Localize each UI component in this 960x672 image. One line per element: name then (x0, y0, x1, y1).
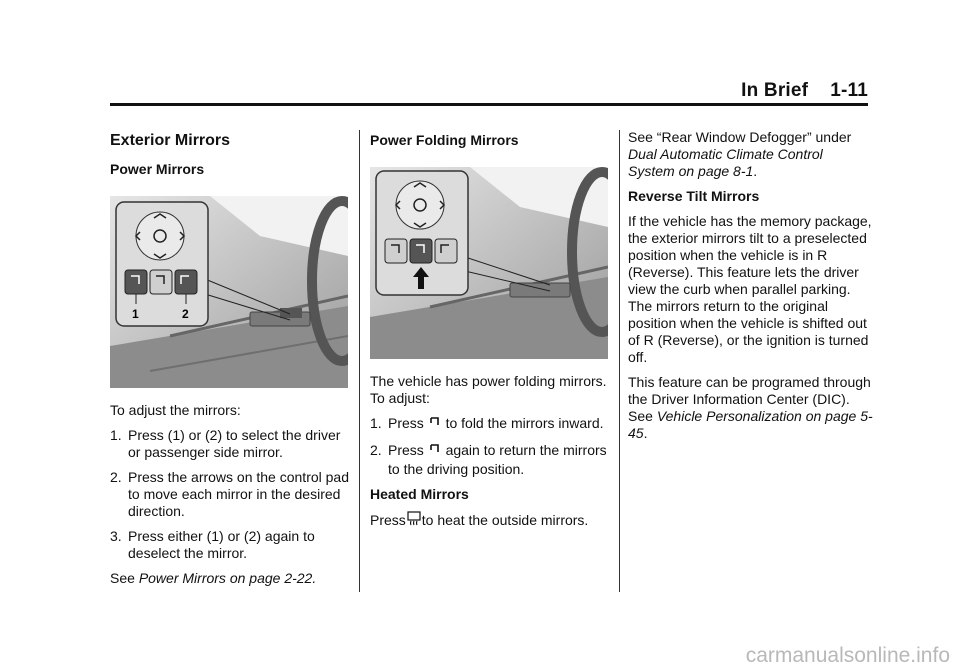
power-mirrors-figure (110, 196, 348, 388)
heading-reverse-tilt-mirrors: Reverse Tilt Mirrors (628, 188, 760, 204)
intro-text: The vehicle has power folding mirrors. To adjust: (370, 373, 607, 406)
step-text: Press (1) or (2) to select the driver or passenger side mirror. (128, 427, 341, 460)
reference-link[interactable]: Power Mirrors on page 2-22. (138, 570, 317, 586)
reference-link[interactable]: Dual Automatic Climate Control System on page 8-1 (628, 146, 823, 179)
reference-link[interactable]: Vehicle Personalization on page 5-45 (628, 408, 873, 441)
step-text: Press the arrows on the control pad to move each mirror in the desired direction. (128, 469, 350, 519)
list-item (110, 528, 350, 562)
watermark: carmanualsonline.info (745, 644, 950, 667)
column-divider (619, 130, 620, 592)
step-text: Press again to return the mirrors to the driving position. (388, 442, 607, 477)
section-title: In Brief (741, 80, 809, 101)
list-item (110, 427, 350, 461)
heading-exterior-mirrors: Exterior Mirrors (110, 132, 231, 149)
heated-text: Press to heat the outside mirrors. (370, 511, 610, 531)
page-number: 1-11 (830, 80, 868, 101)
callout-2: 2 (182, 307, 189, 321)
mirror-fold-icon (429, 443, 441, 461)
step-number: 1. (370, 415, 382, 431)
programming-text: This feature can be programed through the Driver Information Center (DIC). See Vehicle Personalization on page 5-45. (628, 374, 873, 441)
see-defogger-reference: See “Rear Window Defogger” under Dual Automatic Climate Control System on page 8-1. (628, 129, 852, 179)
step-number: 2. (370, 442, 382, 458)
step-text: Press either (1) or (2) again to deselect the mirror. (128, 528, 315, 561)
column-divider (359, 130, 360, 592)
column-3 (628, 126, 873, 450)
heading-power-folding-mirrors: Power Folding Mirrors (370, 132, 519, 148)
step-number: 2. (110, 469, 122, 485)
mirror-fold-icon (429, 416, 441, 434)
step-number: 3. (110, 528, 122, 544)
reverse-tilt-text: If the vehicle has the memory package, the exterior mirrors tilt to a preselected position when the vehicle is in R (Reverse). This feature lets the driver view the curb when parallel parking. The mirrors return to the original position when the vehicle is shifted out of R (Reverse), or the ignition is turned off. (628, 213, 872, 365)
step-text: Press to fold the mirrors inward. (388, 415, 610, 434)
rear-defog-icon (407, 511, 421, 531)
callout-1: 1 (132, 307, 139, 321)
column-2 (370, 126, 610, 539)
see-reference (110, 570, 350, 587)
see-prefix: See (110, 570, 135, 586)
list-item (110, 469, 350, 520)
heading-heated-mirrors: Heated Mirrors (370, 486, 469, 502)
page-header (741, 80, 868, 102)
header-rule (110, 103, 868, 106)
step-number: 1. (110, 427, 122, 443)
heading-power-mirrors: Power Mirrors (110, 161, 205, 177)
list-item (370, 442, 610, 478)
list-item (370, 415, 610, 434)
power-folding-figure (370, 167, 608, 359)
column-1 (110, 126, 350, 595)
intro-text: To adjust the mirrors: (110, 402, 241, 418)
